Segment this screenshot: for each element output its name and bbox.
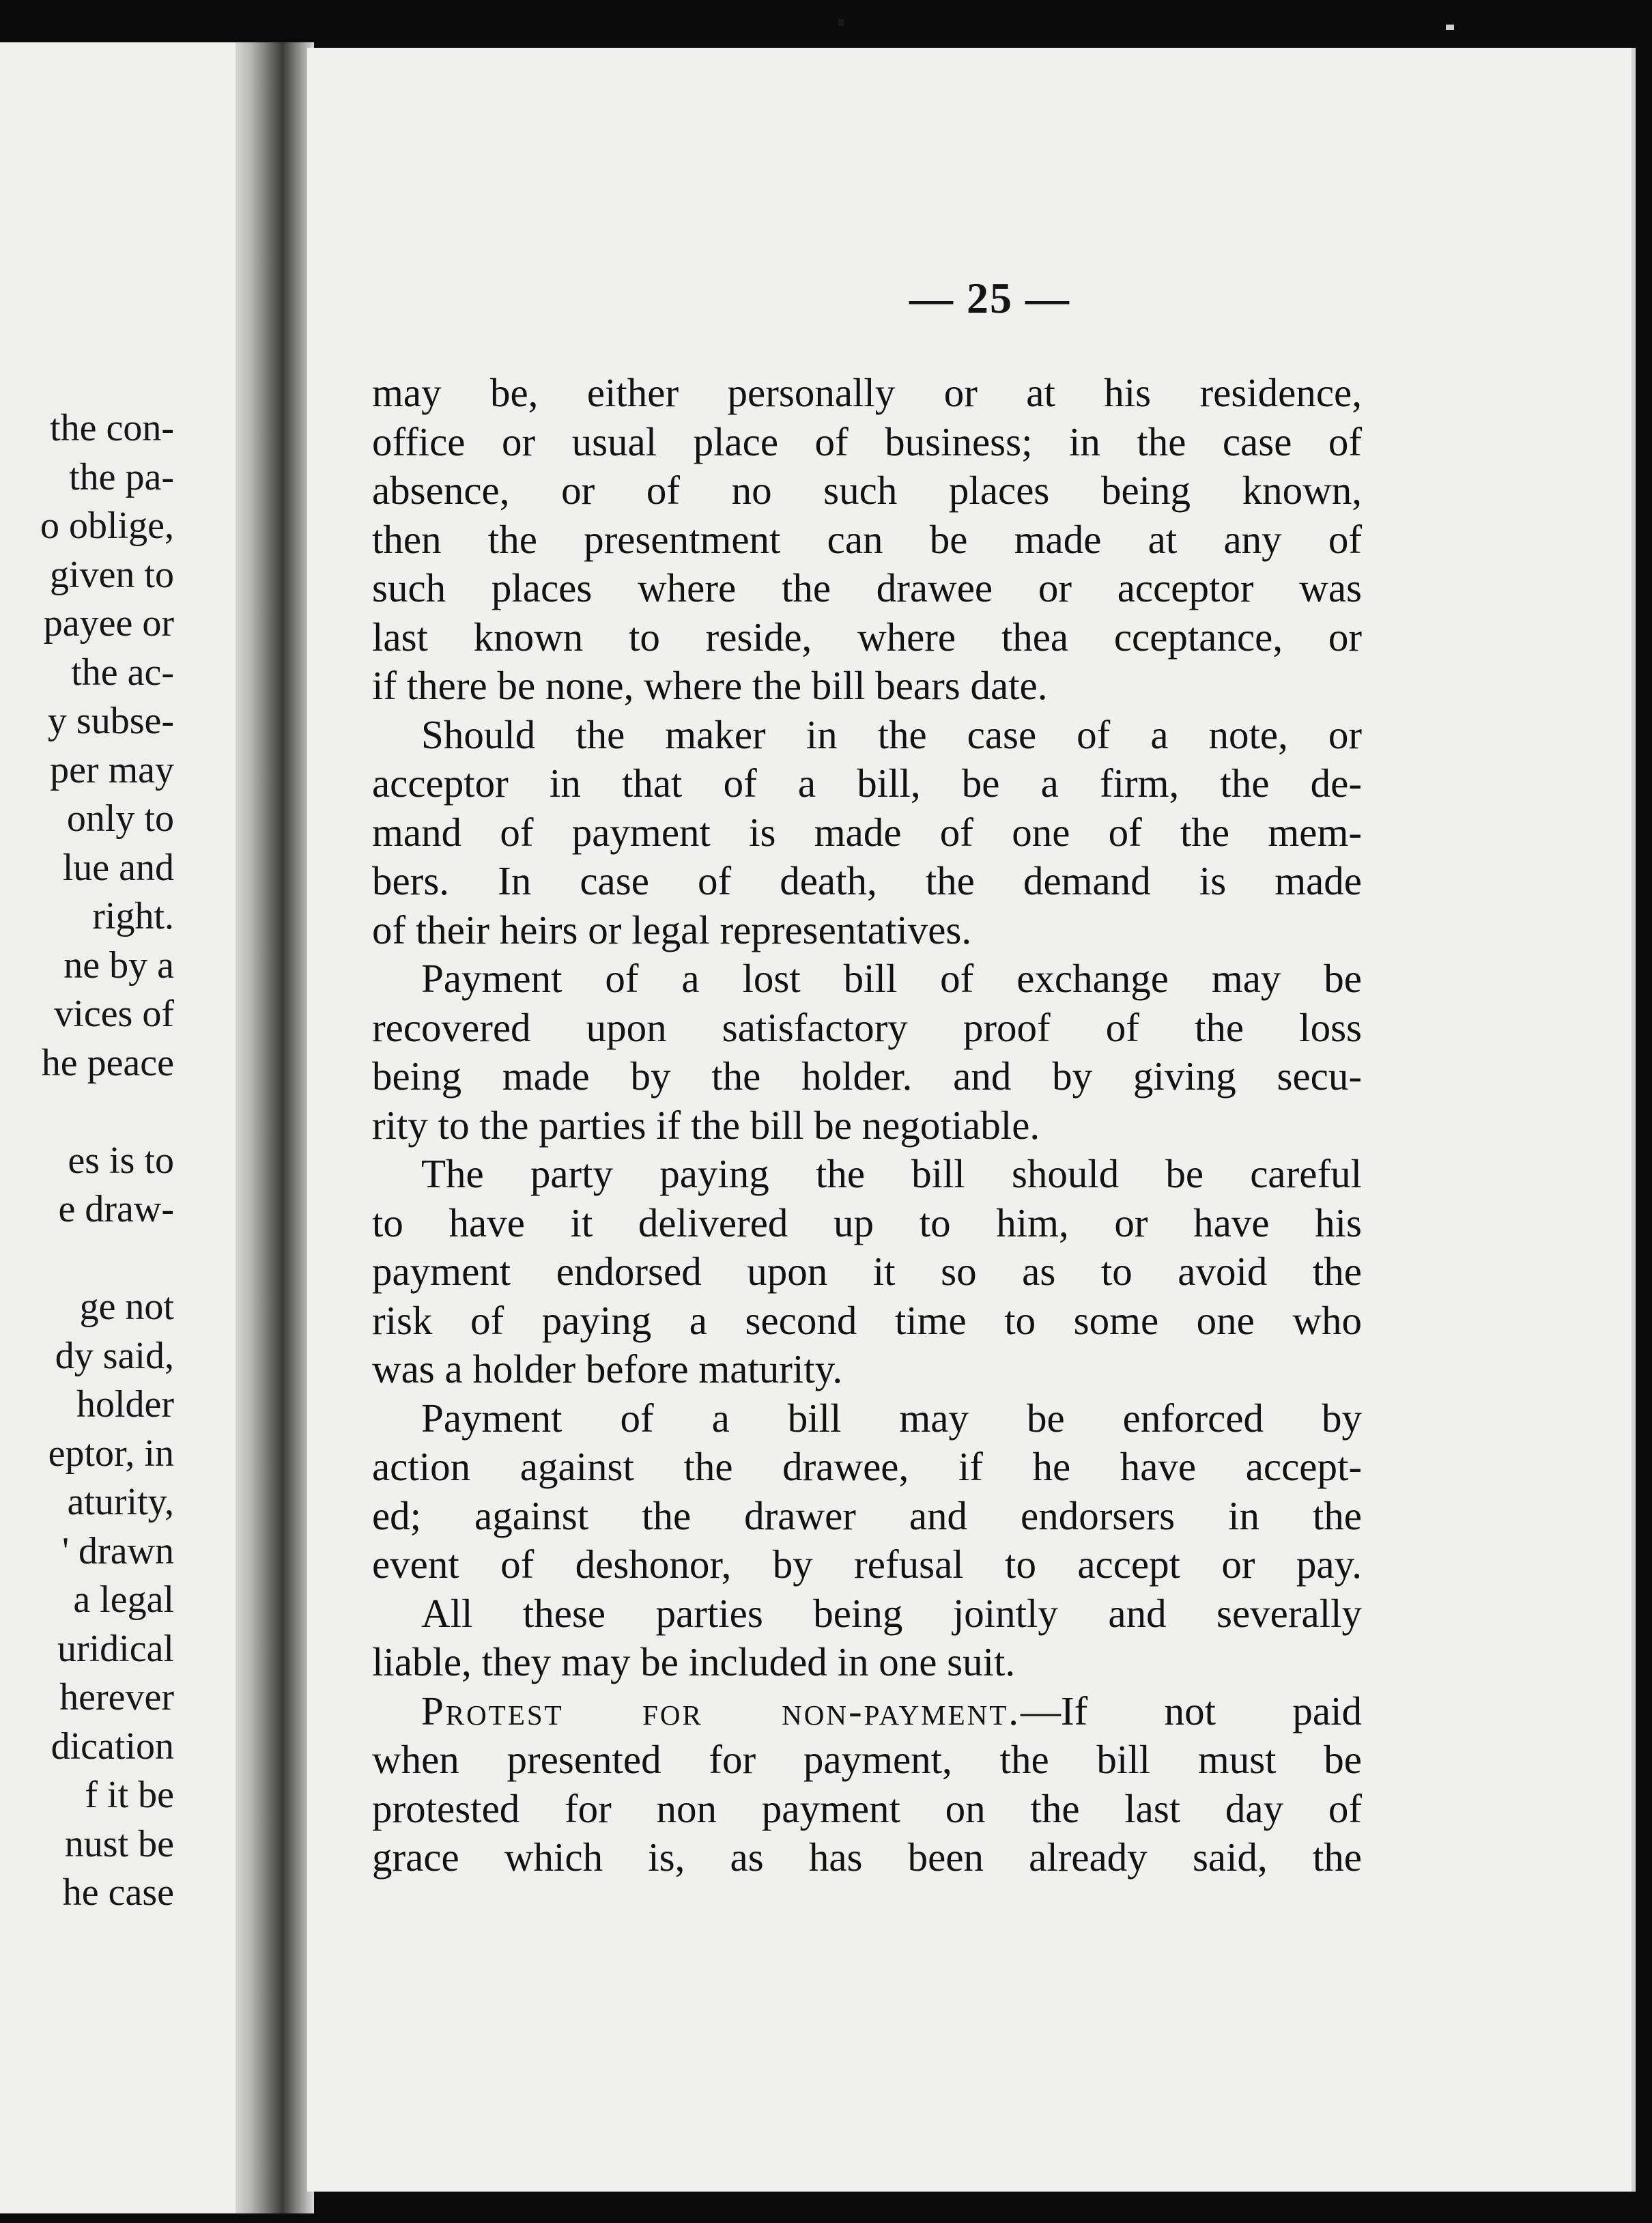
text-line: to have it delivered up to him, or have his <box>372 1200 1362 1245</box>
text-line: payment endorsed upon it so as to avoid the <box>372 1249 1362 1294</box>
left-page-line: ne by a <box>63 944 174 987</box>
left-page-line: es is to <box>68 1139 174 1182</box>
text-line: then the presentment can be made at any of <box>372 516 1362 562</box>
left-page-line: nust be <box>64 1822 174 1865</box>
text-line: was a holder before maturity. <box>372 1346 843 1391</box>
text-line: bers. In case of death, the demand is made <box>372 858 1362 903</box>
left-page-line: dy said, <box>55 1334 174 1377</box>
text-line: acceptor in that of a bill, be a firm, the de- <box>372 761 1362 806</box>
left-page-line: f it be <box>85 1774 174 1816</box>
body-text <box>372 369 1362 1882</box>
left-page-line: ' drawn <box>61 1529 174 1572</box>
right-page <box>307 48 1636 2192</box>
left-page-line: lue and <box>62 846 174 889</box>
text-line: such places where the drawee or acceptor was <box>372 565 1362 610</box>
left-page-line <box>40 1088 174 1137</box>
text-line: may be, either personally or at his residence, <box>372 370 1362 415</box>
text-line-rest: —If not paid <box>1021 1688 1362 1733</box>
left-page-line: eptor, in <box>48 1432 174 1475</box>
text-line: Payment of a lost bill of exchange may be <box>421 956 1362 1001</box>
left-page-line: o oblige, <box>40 505 174 547</box>
left-page-text <box>40 404 174 1918</box>
left-page-line: only to <box>66 797 174 840</box>
text-line: Should the maker in the case of a note, or <box>421 711 1362 757</box>
left-page-line: y subse- <box>47 700 174 742</box>
left-page-line: the con- <box>50 407 174 449</box>
left-page-line: given to <box>50 553 174 596</box>
left-page-line <box>40 1234 174 1284</box>
left-page-line: dication <box>51 1725 174 1768</box>
book-gutter <box>236 42 314 2213</box>
text-line: of their heirs or legal representatives. <box>372 907 972 952</box>
scan-speck <box>1446 25 1454 30</box>
left-page-line: a legal <box>73 1578 174 1621</box>
text-line: mand of payment is made of one of the mem- <box>372 809 1362 855</box>
text-line: action against the drawee, if he have accept- <box>372 1444 1362 1489</box>
text-line: last known to reside, where thea cceptance, or <box>372 614 1362 660</box>
left-page-line: right. <box>92 895 174 937</box>
text-line: All these parties being jointly and severally <box>421 1590 1362 1636</box>
left-page-line: he case <box>62 1871 174 1914</box>
text-line: Payment of a bill may be enforced by <box>421 1395 1362 1441</box>
text-line: rity to the parties if the bill be negotiable. <box>372 1102 1040 1148</box>
left-page-line: the ac- <box>71 651 174 694</box>
left-page-line: the pa- <box>69 455 174 498</box>
text-line: if there be none, where the bill bears date. <box>372 663 1048 708</box>
left-page-line: ge not <box>79 1286 174 1328</box>
text-line: grace which is, as has been already said, the <box>372 1835 1362 1880</box>
text-line: office or usual place of business; in the case of <box>372 419 1362 464</box>
text-line: liable, they may be included in one suit. <box>372 1639 1016 1684</box>
left-page-line: aturity, <box>67 1481 174 1523</box>
text-line: recovered upon satisfactory proof of the loss <box>372 1004 1362 1050</box>
scan-speck <box>838 19 844 26</box>
left-page-line: per may <box>50 748 174 791</box>
text-line: being made by the holder. and by giving secu- <box>372 1053 1362 1099</box>
left-page-line: vices of <box>54 993 174 1035</box>
text-line: event of deshonor, by refusal to accept or pay. <box>372 1542 1362 1587</box>
page-number: — 25 — <box>909 274 1070 322</box>
text-line: protested for non payment on the last day of <box>372 1785 1362 1831</box>
left-page-line: herever <box>59 1676 174 1718</box>
text-line: absence, or of no such places being known, <box>372 468 1362 513</box>
section-heading: Protest for non-payment. <box>421 1688 1021 1733</box>
left-page-line: e draw- <box>58 1188 174 1230</box>
text-line <box>372 1687 1362 1736</box>
text-line: The party paying the bill should be careful <box>421 1151 1362 1196</box>
left-page-line: uridical <box>57 1627 174 1670</box>
left-page-line: payee or <box>43 602 174 645</box>
text-line: risk of paying a second time to some one who <box>372 1297 1362 1343</box>
left-facing-page <box>0 42 273 2213</box>
left-page-line: he peace <box>41 1041 174 1084</box>
text-line: when presented for payment, the bill must be <box>372 1737 1362 1782</box>
left-page-line: holder <box>76 1383 174 1426</box>
text-line: ed; against the drawer and endorsers in the <box>372 1492 1362 1538</box>
